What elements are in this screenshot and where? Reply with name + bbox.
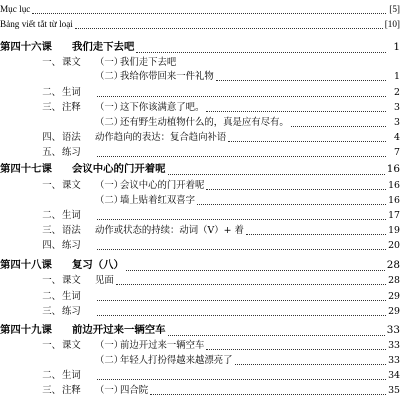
sub-marker: （二）: [95, 355, 124, 366]
dot-leader: [97, 248, 386, 250]
toc-entry[interactable]: [0, 147, 400, 158]
lesson-number: 第四十六课: [0, 41, 52, 53]
toc-entry[interactable]: [0, 71, 400, 82]
entry-title: Bảng viết tắt từ loại: [0, 19, 73, 29]
section-name: 语法: [62, 225, 81, 236]
toc-entry[interactable]: [0, 132, 400, 143]
entry-text: 我们走下去吧: [120, 57, 177, 68]
dot-leader: [291, 125, 386, 127]
lesson-heading[interactable]: [0, 42, 400, 53]
dot-leader: [246, 233, 386, 235]
entry-page: 17: [388, 210, 400, 221]
entry-text: 动作趋向的表达：复合趋向补语: [95, 132, 227, 143]
entry-text: 四合院: [120, 385, 149, 396]
dot-leader: [197, 203, 386, 205]
lesson-page: 33: [386, 324, 400, 336]
section-number: 三、: [42, 306, 61, 317]
entry-text: 墙上贴着红双喜字: [120, 195, 196, 206]
toc-entry[interactable]: [0, 102, 400, 113]
dot-leader: [228, 140, 386, 142]
section-number: 二、: [42, 87, 61, 98]
dot-leader: [75, 27, 383, 29]
toc-entry[interactable]: [0, 225, 400, 236]
entry-text: 动作或状态的持续：动词（V）+ 着: [95, 225, 244, 236]
lesson-number: 第四十七课: [0, 163, 52, 175]
dot-leader: [97, 155, 386, 157]
entry-text: 我给你带回来一件礼物: [120, 71, 214, 82]
section-number: 一、: [42, 180, 61, 191]
dot-leader: [216, 79, 386, 81]
dot-leader: [97, 95, 386, 97]
entry-page: 16: [388, 180, 400, 191]
dot-leader: [206, 110, 386, 112]
dot-leader: [32, 12, 386, 14]
lesson-title: 会议中心的门开着呢: [72, 163, 166, 175]
section-name: 生词: [62, 291, 81, 302]
section-name: 生词: [62, 210, 81, 221]
toc-entry[interactable]: [0, 385, 400, 396]
toc-entry[interactable]: [0, 240, 400, 251]
section-name: 练习: [62, 306, 81, 317]
lesson-number: 第四十八课: [0, 259, 52, 271]
toc-entry-muc-luc[interactable]: [0, 4, 400, 15]
lesson-title: 前边开过来一辆空车: [72, 324, 166, 336]
lesson-heading[interactable]: [0, 164, 400, 175]
entry-page: [10]: [384, 19, 400, 29]
sub-marker: （二）: [95, 195, 124, 206]
toc-entry[interactable]: [0, 306, 400, 317]
section-number: 三、: [42, 102, 61, 113]
section-number: 五、: [42, 147, 61, 158]
entry-page: 1: [394, 71, 400, 82]
entry-title: Mục lục: [0, 4, 31, 14]
section-name: 课文: [62, 340, 81, 351]
section-name: 生词: [62, 87, 81, 98]
entry-page: 34: [388, 370, 400, 381]
lesson-number: 第四十九课: [0, 324, 52, 336]
lesson-page: 16: [386, 163, 400, 175]
entry-page: 3: [394, 102, 400, 113]
entry-page: 29: [388, 291, 400, 302]
entry-text: 会议中心的门开着呢: [120, 180, 205, 191]
toc-entry[interactable]: [0, 355, 400, 366]
lesson-title: 复习（八）: [72, 259, 124, 271]
dot-leader: [235, 363, 386, 365]
toc-entry[interactable]: [0, 195, 400, 206]
toc-entry[interactable]: [0, 291, 400, 302]
entry-page: 2: [394, 87, 400, 98]
toc-entry[interactable]: [0, 87, 400, 98]
section-name: 课文: [62, 57, 81, 68]
section-number: 四、: [42, 132, 61, 143]
entry-page: 19: [388, 225, 400, 236]
section-number: 一、: [42, 275, 61, 286]
dot-leader: [136, 51, 386, 53]
dot-leader: [206, 348, 386, 350]
section-name: 注释: [62, 385, 81, 396]
toc-entry[interactable]: [0, 275, 400, 286]
toc-entry[interactable]: [0, 57, 400, 68]
section-number: 二、: [42, 291, 61, 302]
dot-leader: [150, 393, 386, 395]
dot-leader: [97, 218, 386, 220]
toc-entry[interactable]: [0, 210, 400, 221]
entry-page: 16: [388, 195, 400, 206]
toc-entry-abbreviations[interactable]: [0, 19, 400, 30]
section-name: 语法: [62, 132, 81, 143]
section-name: 课文: [62, 180, 81, 191]
dot-leader: [168, 173, 385, 175]
entry-page: 4: [394, 132, 400, 143]
entry-page: 3: [394, 117, 400, 128]
dot-leader: [206, 188, 386, 190]
lesson-title: 我们走下去吧: [72, 41, 135, 53]
section-name: 生词: [62, 370, 81, 381]
section-name: 练习: [62, 147, 81, 158]
section-number: 三、: [42, 385, 61, 396]
sub-marker: （二）: [95, 117, 124, 128]
dot-leader: [168, 334, 385, 336]
dot-leader: [97, 378, 386, 380]
entry-text: 见面: [95, 275, 114, 286]
entry-text: 前边开过来一辆空车: [120, 340, 205, 351]
section-number: 一、: [42, 57, 61, 68]
lesson-heading[interactable]: [0, 260, 400, 271]
toc-entry[interactable]: [0, 117, 400, 128]
sub-marker: （一）: [95, 180, 124, 191]
lesson-heading[interactable]: [0, 325, 400, 336]
section-name: 课文: [62, 275, 81, 286]
toc-entry[interactable]: [0, 370, 400, 381]
dot-leader: [97, 314, 386, 316]
section-number: 二、: [42, 210, 61, 221]
entry-text: 这下你该满意了吧。: [120, 102, 205, 113]
section-number: 二、: [42, 370, 61, 381]
section-name: 练习: [62, 240, 81, 251]
lesson-page: 28: [386, 259, 400, 271]
dot-leader: [116, 283, 386, 285]
sub-marker: （一）: [95, 340, 124, 351]
entry-page: 35: [388, 385, 400, 396]
sub-marker: （一）: [95, 385, 124, 396]
dot-leader: [126, 269, 385, 271]
entry-page: 33: [388, 340, 400, 351]
entry-page: [5]: [389, 4, 400, 14]
entry-page: 7: [394, 147, 400, 158]
entry-page: 20: [388, 240, 400, 251]
entry-text: 年轻人打扮得越来越漂亮了: [120, 355, 233, 366]
entry-text: 还有野生动植物什么的，真是应有尽有。: [120, 117, 289, 128]
toc-entry[interactable]: [0, 340, 400, 351]
toc-entry[interactable]: [0, 180, 400, 191]
lesson-page: 1: [393, 41, 400, 53]
section-name: 注释: [62, 102, 81, 113]
sub-marker: （一）: [95, 102, 124, 113]
section-number: 三、: [42, 225, 61, 236]
entry-page: 28: [388, 275, 400, 286]
sub-marker: （一）: [95, 57, 124, 68]
dot-leader: [97, 299, 386, 301]
section-number: 一、: [42, 340, 61, 351]
sub-marker: （二）: [95, 71, 124, 82]
section-number: 四、: [42, 240, 61, 251]
entry-page: 29: [388, 306, 400, 317]
entry-page: 33: [388, 355, 400, 366]
